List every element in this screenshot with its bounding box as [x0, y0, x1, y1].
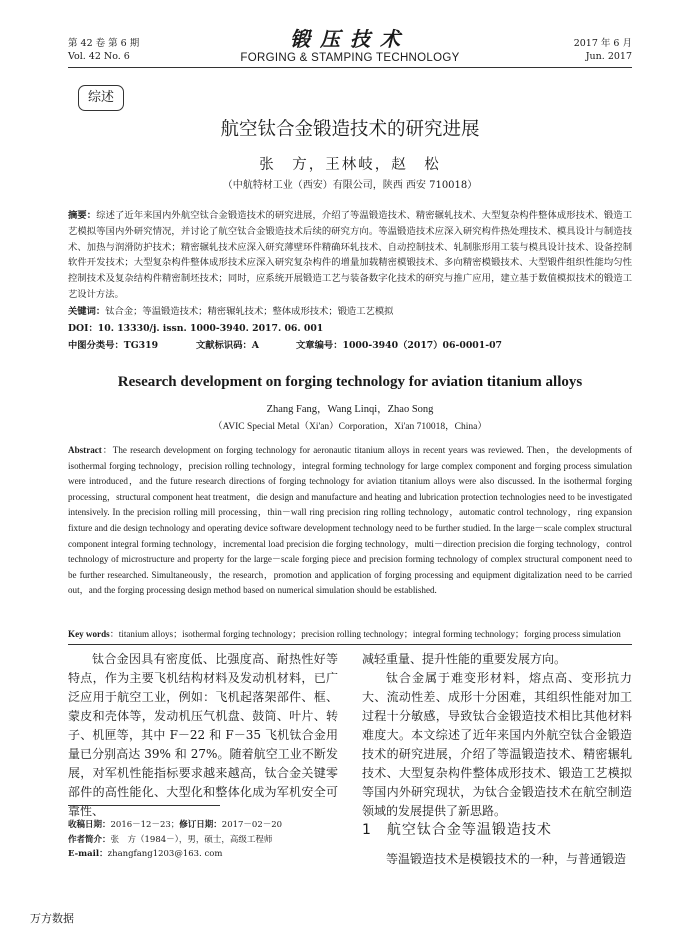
email-label: E-mail： [68, 849, 108, 859]
body-column-left [68, 650, 338, 821]
keywords-cn-label: 关键词： [68, 306, 106, 317]
abstract-cn-label: 摘要： [68, 210, 97, 221]
received-date: 2016－12－23； [110, 820, 180, 830]
author-bio-label: 作者简介： [68, 834, 111, 845]
affiliation-en: （AVIC Special Metal（Xi'an）Corporation，Xi'an 710018，China） [213, 422, 487, 432]
journal-title-en: FORGING & STAMPING TECHNOLOGY [240, 52, 460, 64]
author-bio: 张 方（1984－），男，硕士，高级工程师 [110, 834, 273, 845]
footnote [68, 818, 338, 862]
abstract-cn-text: 综述了近年来国内外航空钛合金锻造技术的研究进展，介绍了等温锻造技术、精密辗轧技术、大型复杂构件整体成形技术、锻造工艺模拟等国内外研究情况，并讨论了航空钛合金锻造技术后续的研究方向。等温锻造技术应深入研究构件热处理技术、模具设计与制造技术、加热与润滑防护技术；精密辗轧技术应深入研究薄壁环件精确环轧技术、自动控制技术、轧制胀形用工装与模具设计技术、设备控制软件开发技术；大型复杂构件整体成形技术应深入研究复杂构件的增量加载精密模锻技术、多向精密模锻技术、大型锻件组织性能均匀性控制技术及复杂结构件精密制坯技术；同时，应系统开展锻造工艺与装备数字化技术的研究与推广应用，建立基于数值模拟技术的锻造工艺设计方法。 [68, 210, 632, 300]
footnote-dates [68, 818, 338, 833]
abstract-en [68, 443, 632, 599]
authors-en: Zhang Fang，Wang Linqi，Zhao Song [266, 404, 434, 415]
body-paragraph: 钛合金因具有密度低、比强度高、耐热性好等特点，作为主要飞机结构材料及发动机材料，已广泛应用于航空工业，例如：飞机起落架部件、框、蒙皮和壳体等，发动机压气机盘、鼓筒、叶片、转子、机匣等，其中 F－22 和 F－35 飞机钛合金用量已分别高达 39% 和 27%。随着航空工业不断发展，对军机性能指标要求越来越高，钛合金关键零部件的高性能化、大型化和整体化成为军机安全可靠性、 [68, 652, 338, 818]
article-title-cn: 航空钛合金锻造技术的研究进展 [220, 119, 480, 140]
watermark: 万方数据 [30, 912, 74, 925]
footnote-divider [68, 805, 220, 806]
abstract-en-label: Abstract [68, 445, 102, 455]
clc-number: 中图分类号：TG319 [68, 340, 159, 351]
authors-cn: 张 方，王林岐，赵 松 [259, 157, 441, 173]
date-en: Jun. 2017 [585, 51, 632, 62]
volume-cn: 第 42 卷 第 6 期 [68, 38, 140, 49]
keywords-cn-text: 钛合金；等温锻造技术；精密辗轧技术；整体成形技术；锻造工艺模拟 [105, 306, 394, 317]
abstract-en-text: ：The research development on forging technology for aeronautic titanium alloys in recent years was reviewed. Then，the developments of isothermal forging technology，precision rolling technology，integral forming technology for large complex component and forging process simulation were introduced，and the future research directions of forging technology for aviation titanium alloys were also discussed. In the isothermal forging processing，structural component heat treatment，die design and manufacture and heating and lubrication protection technologies need to be investigated intensively. In the precision rolling mill processing，thin－wall ring precision ring rolling technology，automatic control technology，ring expansion fixture and die design technology and operating device software development technology need to be further studied. In the large－scale complex structural component integral forming technology，incremental load precision die forging technology，multi－direction precision die forging technology，control technology of microstructure and property for the large－scale forging piece and precision forming technology of complex structural component need to be further researched. Simultaneously，the research，promotion and application of forging processing and equipment digitalization need to be carried out，and the forging processing design method based on numerical simulation should be established. [68, 445, 632, 596]
article-title-en: Research development on forging technology for aviation titanium alloys [117, 374, 583, 390]
keywords-en-text: ：titanium alloys；isothermal forging technology；precision rolling technology；integral forming technology；forging process simulation [109, 629, 621, 639]
body-paragraph: 减轻重量、提升性能的重要发展方向。 [362, 652, 567, 666]
date-cn: 2017 年 6 月 [573, 38, 632, 49]
document-code: 文献标识码：A [196, 340, 259, 351]
abstract-divider [68, 644, 632, 645]
revised-date: 2017－02－20 [221, 820, 283, 830]
body-column-right [362, 650, 632, 821]
keywords-cn [68, 304, 632, 320]
header-date [574, 37, 632, 63]
article-type-badge: 综述 [78, 85, 124, 111]
section-heading: 1 航空钛合金等温锻造技术 [362, 822, 552, 838]
affiliation-cn: （中航特材工业（西安）有限公司，陕西 西安 710018） [222, 180, 478, 191]
classification-line [68, 338, 632, 354]
footnote-email [68, 847, 338, 862]
journal-title-cn: 锻压技术 [290, 27, 410, 51]
article-number: 文章编号：1000-3940（2017）06-0001-07 [296, 340, 503, 351]
revised-label: 修订日期： [179, 820, 222, 830]
body-paragraph: 钛合金属于难变形材料，熔点高、变形抗力大、流动性差、成形十分困难，其组织性能对加工过程十分敏感，导致钛合金锻造技术相比其他材料难度大。本文综述了近年来国内外航空钛合金锻造技术的研究进展，介绍了等温锻造技术、精密辗轧技术、大型复杂构件整体成形技术、锻造工艺模拟等国内外研究现状，为钛合金锻造技术在航空制造领域的发展提供了新思路。 [362, 671, 632, 818]
volume-en: Vol. 42 No. 6 [68, 51, 130, 62]
header-volume [68, 37, 139, 63]
keywords-en-label: Key words [68, 629, 110, 639]
received-label: 收稿日期： [68, 820, 111, 830]
abstract-cn [68, 208, 632, 303]
email-address: zhangfang1203@163. com [107, 849, 223, 859]
body-paragraph: 等温锻造技术是模锻技术的一种，与普通锻造 [386, 852, 627, 866]
section-text [362, 850, 632, 869]
journal-masthead [200, 27, 500, 65]
doi: DOI：10. 13330/j. issn. 1000-3940. 2017. 06. 001 [68, 323, 324, 334]
footnote-author [68, 833, 338, 848]
keywords-en [68, 627, 632, 641]
header-divider [68, 67, 632, 68]
